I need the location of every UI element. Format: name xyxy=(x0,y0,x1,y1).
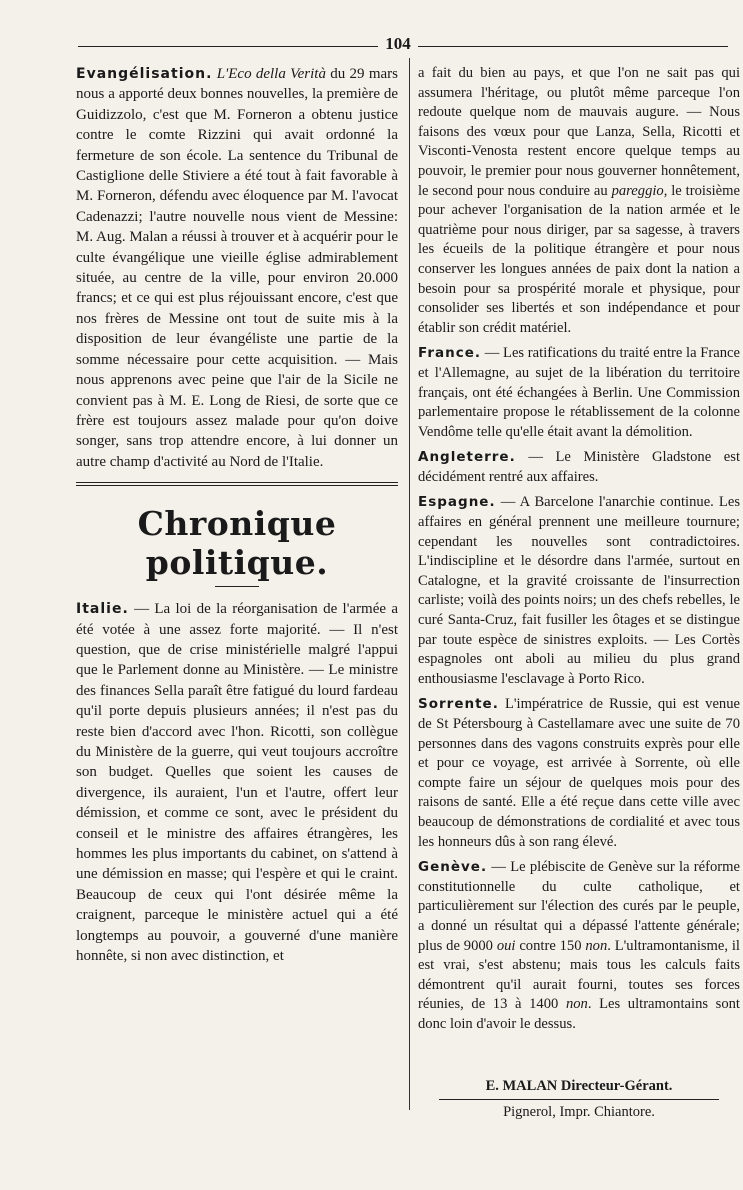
geneve-text-4: . Les ultramontains sont donc loin d'avoir le dessus. xyxy=(418,996,740,1032)
evangelisation-source: L'Eco della Verità xyxy=(216,66,326,82)
italie-paragraph xyxy=(76,599,398,966)
evangelisation-text: du 29 mars nous a apporté deux bonnes nouvelles, la première de Guidizzolo, c'est que M. Forneron a obtenu justice contre le comte Rizzini qui avait ordonné la fermeture de son école. La sentence du Tribunal de Castiglione delle Stiviere a été tout à fait favorable à M. Forneron, défendu avec éloquence par M. l'avocat Cadenazzi; l'autre nouvelle nous vient de Messine: M. Aug. Malan a réussi à trouver et à acquérir pour le culte évangélique une vieille église admirablement située, au centre de la ville, pour environ 20.000 francs; et ce qui est plus réjouissant encore, c'est que nos frères de Messine ont tout de suite mis à la disposition de leur évangéliste une partie de la somme nécessaire pour cette acquisition. — Mais nous apprenons avec peine que l'air de la Sicile ne convient pas à M. E. Long de Riesi, de sorte que ce frère est toujours assez malade pour qu'on doive songer, sans trop attendre encore, à lui donner un autre champ d'activité au Nord de l'Italie. xyxy=(76,66,399,470)
printer-line: Pignerol, Impr. Chiantore. xyxy=(503,1104,655,1120)
angleterre-text: — Le Ministère Gladstone est décidément rentré aux affaires. xyxy=(418,449,740,485)
imprint-block xyxy=(418,1078,740,1121)
geneve-text-3: . L'ultramontanisme, il est vrai, s'est abstenu; mais tous les calculs faits démontrent qu'il aurait fourni, toutes ses forces réunies, de 13 à 1400 xyxy=(418,937,740,1013)
geneve-em-non: non xyxy=(585,937,608,954)
page-number: 104 xyxy=(385,34,411,53)
sorrente-text: L'impératrice de Russie, qui est venue de St Pétersbourg à Castellamare avec une suite de 70 personnes dans des vagons construits exprès pour elle et pour ce voyage, est arrivée à Sorrente, où elle compte faire un séjour de quelques mois pour des raisons de santé. Elle a été reçue dans cette ville avec beaucoup de démonstrations de cordialité et avec tous les honneurs dûs à son rang élevé. xyxy=(418,696,740,850)
evangelisation-heading: Evangélisation. xyxy=(76,66,213,82)
header-rule-left xyxy=(78,46,378,47)
espagne-text: — A Barcelone l'anarchie continue. Les affaires en général prennent une meilleure tournure; cependant les nouvelles sont contradictoires. L'indiscipline et le désordre dans l'armée, surtout en Catalogne, et la gravité croissante de l'insurrection carliste; voilà des points noirs; un des chefs rebelles, le curé Santa-Cruz, fait fusiller les ôtages et se distingue par toute espèce de sinistres exploits. — Les Cortès espagnoles ont aboli au milieu du plus grand enthousiasme l'esclavage à Porto Rico. xyxy=(418,494,740,687)
geneve-em-oui: oui xyxy=(496,937,516,954)
geneve-em-non-2: non xyxy=(565,996,588,1013)
signature-rule xyxy=(439,1099,719,1100)
sorrente-paragraph xyxy=(418,695,740,852)
angleterre-heading: Angleterre. xyxy=(418,449,516,466)
italie-text: — La loi de la réorganisation de l'armée a été votée à une assez forte majorité. — Il n'est question, que de crise ministérielle malgré l'appui que le Parlement donne au Ministère. — Le ministre des finances Sella paraît être fatigué du lourd fardeau qu'il porte depuis plusieurs années; il n'est pas du reste bien d'accord avec l'hon. Ricotti, son collègue du Ministère de la guerre, qui veut toujours accroître son budget. Quelles que soient les causes de divergence, ils auraient, l'un et l'autre, offert leur démission, et comme ce sont, avec le président du conseil et le ministre des affaires étrangères, les hommes les plus importants du cabinet, on s'attend à une démission en masse; qui l'espère et qui le craint. Beaucoup de ceux qui l'ont désirée même la craignent, parceque le ministère actuel qui a été longtemps au pouvoir, a gouverné d'une manière honnête, si non avec distinction, et xyxy=(76,601,398,965)
espagne-paragraph xyxy=(418,493,740,689)
column-divider xyxy=(409,58,410,1110)
right-column xyxy=(418,64,740,1041)
espagne-heading: Espagne. xyxy=(418,494,496,511)
sorrente-heading: Sorrente. xyxy=(418,696,499,713)
section-title: Chronique politique. xyxy=(137,504,337,583)
geneve-text-2: contre 150 xyxy=(515,937,586,954)
header-rule-right xyxy=(418,46,728,47)
geneve-paragraph xyxy=(418,858,740,1034)
angleterre-paragraph xyxy=(418,448,740,487)
france-text: — Les ratifications du traité entre la France et l'Allemagne, au sujet de la libération du territoire français, ont été échangées à Berlin. Une Commission parlementaire propose le rétablissement de la colonne Vendôme telle qu'elle était avant la démolition. xyxy=(418,345,740,440)
italie-continued-paragraph xyxy=(418,64,740,338)
italie-continued-text-2: , le troisième pour achever l'organisation de la nation armée et le quatrième pour nous diriger, par sa sagesse, à travers les écueils de la politique étrangère et pour nous conserver les longues années de paix dont la nation a besoin pour sa prospérité morale et physique, pour consolider ses libertés et son indépendance et pour établir son crédit matériel. xyxy=(418,182,740,336)
geneve-heading: Genève. xyxy=(418,859,488,876)
evangelisation-paragraph xyxy=(76,64,398,472)
italie-heading: Italie. xyxy=(76,601,129,618)
geneve-text-1: — Le plébiscite de Genève sur la réforme constitutionnelle du culte catholique, et particulièrement sur l'élection des curés par le peuple, a donné un résultat qui a dépassé l'attente générale; plus de 9000 xyxy=(418,859,740,954)
section-title-underline xyxy=(215,586,259,587)
italie-continued-em: pareggio xyxy=(611,182,664,199)
left-column xyxy=(76,64,398,972)
editor-signature: E. MALAN Directeur-Gérant. xyxy=(485,1078,673,1094)
italie-continued-text: a fait du bien au pays, et que l'on ne sait pas qui assumera l'héritage, ou plutôt même parceque l'on redoute quelque nom de mauvais augure. — Nous faisons des vœux pour que Lanza, Sella, Ricotti et Visconti-Venosta restent encore quelque temps au pouvoir, le premier pour nous gouverner honnêtement, le second pour nous conduire au xyxy=(418,65,740,199)
france-heading: France. xyxy=(418,345,482,362)
france-paragraph xyxy=(418,344,740,442)
section-separator xyxy=(76,482,398,486)
